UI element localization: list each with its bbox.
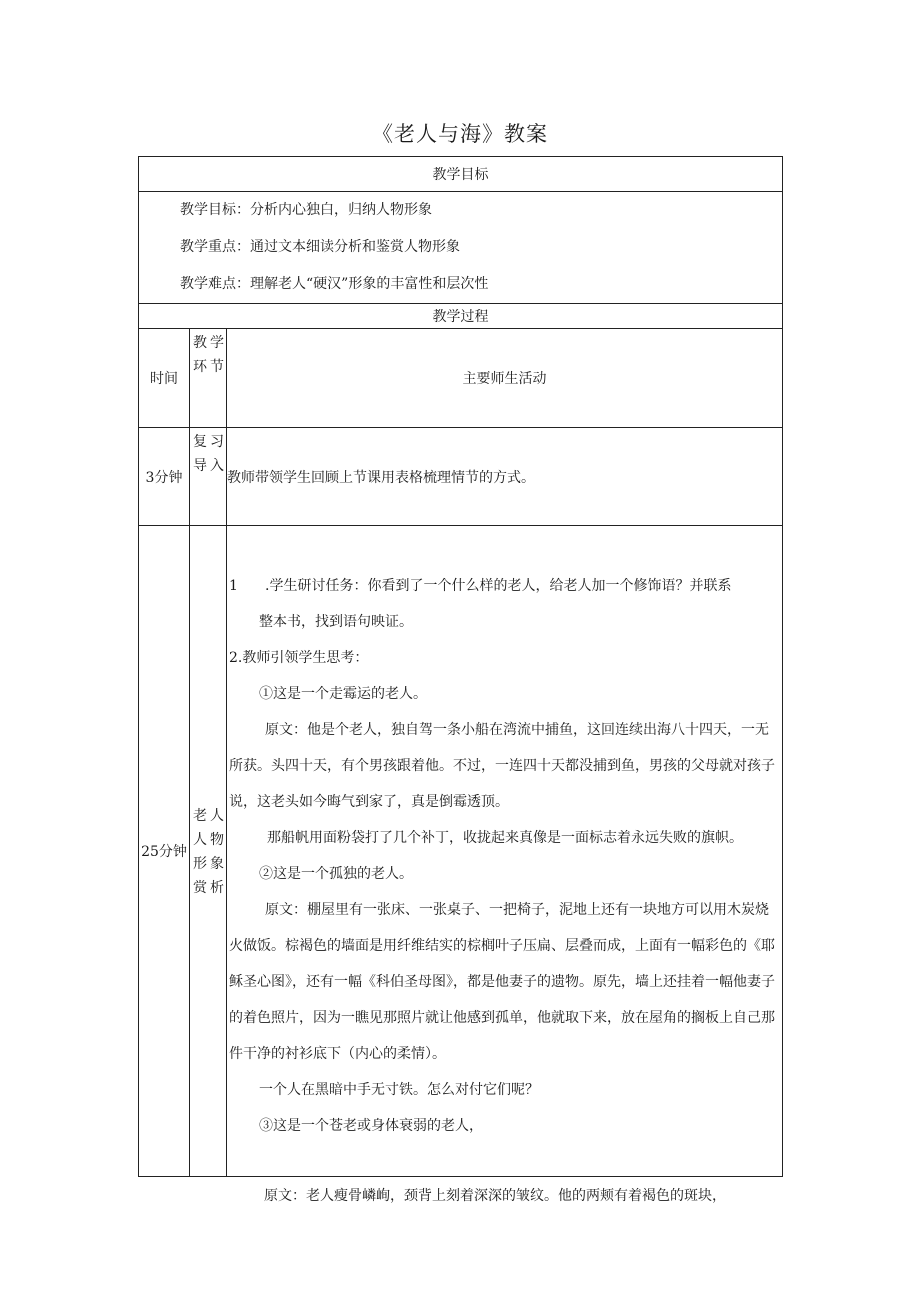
page-title: 《老人与海》教案 — [372, 122, 548, 146]
point-2: ②这是一个孤独的老人。 — [259, 866, 413, 882]
review-time: 3分钟 — [139, 428, 190, 526]
task-item-1-cont: 整本书，找到语句映证。 — [259, 614, 413, 630]
col-header-stage: 教学环节 — [190, 329, 227, 428]
quote-1: 原文：他是个老人，独自驾一条小船在湾流中捕鱼，这回连续出海八十四天，一无所获。头四十天，有个男孩跟着他。不过，一连四十天都没捕到鱼，男孩的父母就对孩子说，这老头如今晦气到家了，真是倒霉透顶。 — [229, 722, 775, 810]
analysis-stage: 老人人物形象赏析 — [190, 526, 227, 1177]
review-activity: 教师带领学生回顾上节课用表格梳理情节的方式。 — [227, 428, 783, 526]
analysis-activity — [227, 526, 783, 1177]
goals-heading: 教学目标 — [139, 157, 783, 192]
point-1: ①这是一个走霉运的老人。 — [259, 686, 427, 702]
goal-difficulty: 教学难点：理解老人“硬汉”形象的丰富性和层次性 — [180, 276, 489, 292]
goal-key-point: 教学重点：通过文本细读分析和鉴赏人物形象 — [180, 239, 460, 255]
task-item-2: 2.教师引领学生思考： — [229, 650, 369, 666]
analysis-time: 25分钟 — [139, 526, 190, 1177]
line-dark: 一个人在黑暗中手无寸铁。怎么对付它们呢？ — [259, 1082, 539, 1098]
goal-objective: 教学目标：分析内心独白，归纳人物形象 — [180, 202, 432, 218]
col-header-time: 时间 — [139, 329, 190, 428]
goals-row — [139, 192, 783, 304]
quote-2: 原文：棚屋里有一张床、一张桌子、一把椅子，泥地上还有一块地方可以用木炭烧火做饭。棕褐色的墙面是用纤维结实的棕榈叶子压扁、层叠而成，上面有一幅彩色的《耶稣圣心图》，还有一幅《科伯圣母图》，都是他妻子的遗物。原先，墙上还挂着一幅他妻子的着色照片，因为一瞧见那照片就让他感到孤单，他就取下来，放在屋角的搁板上自己那件干净的衬衫底下（内心的柔情）。 — [229, 902, 775, 1062]
point-3: ③这是一个苍老或身体衰弱的老人， — [259, 1118, 483, 1134]
process-heading-row — [139, 304, 783, 329]
process-heading: 教学过程 — [139, 304, 783, 329]
task-item-1: 1 .学生研讨任务：你看到了一个什么样的老人，给老人加一个修饰语？并联系 — [229, 578, 732, 594]
lesson-plan-table — [138, 156, 783, 1177]
col-header-activity: 主要师生活动 — [227, 329, 783, 428]
review-stage: 复习导入 — [190, 428, 227, 526]
quote-1b: 那船帆用面粉袋打了几个补丁，收拢起来真像是一面标志着永远失败的旗帜。 — [267, 830, 743, 846]
goals-heading-row — [139, 157, 783, 192]
analysis-row — [139, 526, 783, 1177]
continued-quote: 原文：老人瘦骨嶙峋，颈背上刻着深深的皱纹。他的两颊有着褐色的斑块， — [264, 1188, 726, 1204]
review-row — [139, 428, 783, 526]
goals-cell — [139, 192, 783, 304]
column-header-row — [139, 329, 783, 428]
